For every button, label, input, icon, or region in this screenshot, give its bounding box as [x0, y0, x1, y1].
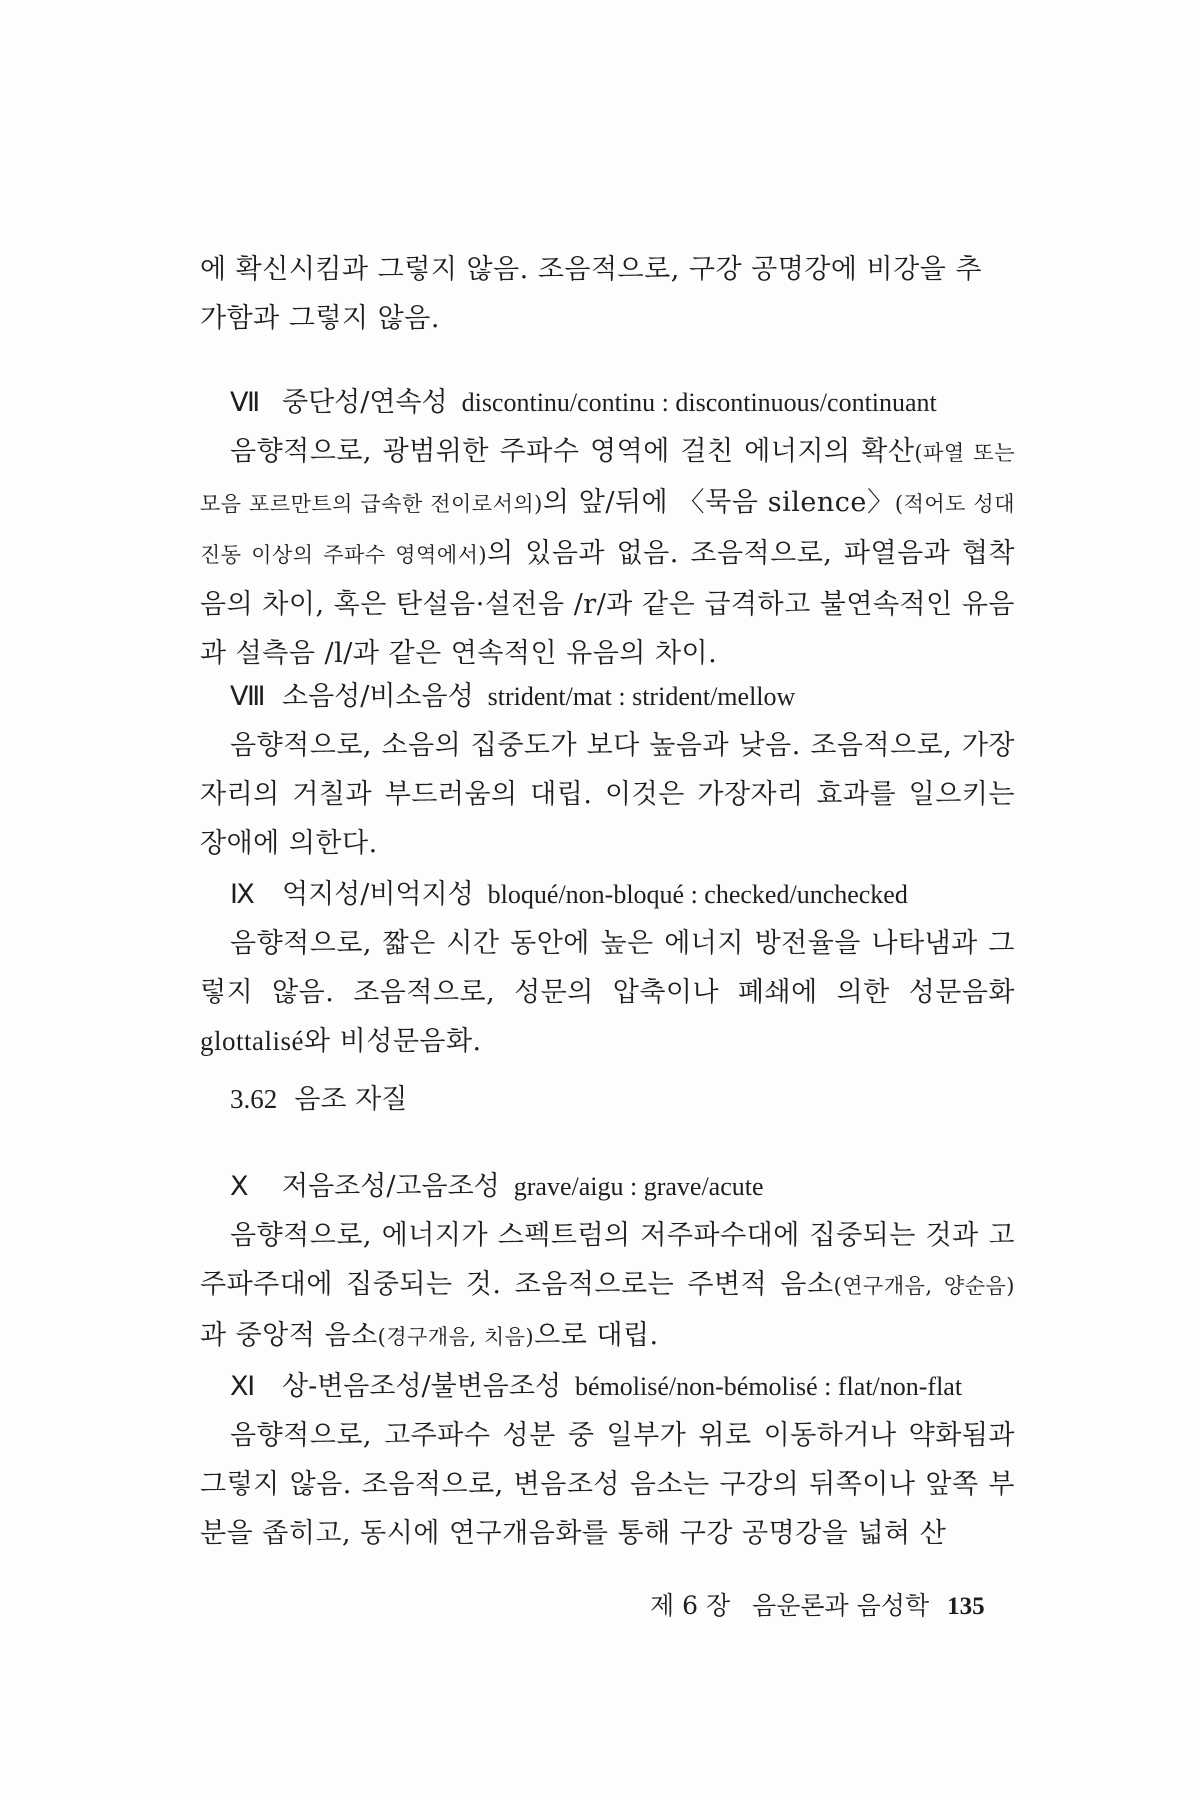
section-vii-body — [200, 427, 1015, 678]
continuation-line-2: 가함과 그렇지 않음. — [200, 303, 440, 334]
section-vii-body-b: (파열 또는 모음 포르만트의 급속한 전이로서의) — [200, 441, 1015, 516]
subsection-3-62 — [200, 1075, 1015, 1124]
section-ix-title-ko: 억지성/비억지성 — [282, 879, 474, 910]
section-xi — [200, 1362, 1015, 1558]
section-xi-title-terms: bémolisé/non-bémolisé : flat/non-flat — [575, 1372, 963, 1401]
section-vii-numeral: Ⅶ — [230, 387, 261, 417]
section-vii — [200, 378, 1015, 678]
section-vii-body-a: 음향적으로, 광범위한 주파수 영역에 걸친 에너지의 확산 — [230, 436, 915, 467]
section-x-body — [200, 1211, 1015, 1362]
section-xi-numeral: Ⅺ — [230, 1371, 256, 1401]
footer-chapter: 제 6 장 — [650, 1591, 731, 1620]
section-ix-body-b: 와 비성문음화. — [303, 1026, 482, 1057]
section-vii-title-ko: 중단성/연속성 — [282, 387, 448, 418]
section-ix-body-a: 음향적으로, 짧은 시간 동안에 높은 에너지 방전율을 나타냄과 그렇지 않음. 조음적으로, 성문의 압축이나 폐쇄에 의한 성문음화 — [200, 928, 1015, 1008]
continuation-line-1: 에 확신시킴과 그렇지 않음. 조음적으로, 구강 공명강에 비강을 추 — [200, 254, 982, 285]
section-x-body-b: (연구개음, 양순음) — [833, 1274, 1015, 1298]
section-xi-title-ko: 상-변음조성/불변음조성 — [282, 1371, 562, 1402]
page-footer — [650, 1586, 985, 1622]
section-viii-title-ko: 소음성/비소음성 — [282, 681, 474, 712]
footer-title: 음운론과 음성학 — [752, 1591, 930, 1620]
subsection-number: 3.62 — [230, 1084, 278, 1114]
section-viii-heading — [200, 672, 1015, 721]
section-viii-numeral: Ⅷ — [230, 681, 266, 711]
section-ix-heading — [200, 870, 1015, 919]
section-ix-numeral: Ⅸ — [230, 879, 255, 909]
section-ix — [200, 870, 1015, 1066]
section-xi-heading — [200, 1362, 1015, 1411]
section-x-body-c: 과 중앙적 음소 — [200, 1320, 378, 1351]
section-viii-body: 음향적으로, 소음의 집중도가 보다 높음과 낮음. 조음적으로, 가장자리의 거칠과 부드러움의 대립. 이것은 가장자리 효과를 일으키는 장애에 의한다. — [200, 730, 1015, 859]
section-xi-body: 음향적으로, 고주파수 성분 중 일부가 위로 이동하거나 약화됨과 그렇지 않음. 조음적으로, 변음조성 음소는 구강의 뒤쪽이나 앞쪽 부분을 좁히고, 동시에 연구개음화를 통해 구강 공명강을 넓혀 산 — [200, 1420, 1015, 1549]
section-x-body-e: 으로 대립. — [534, 1320, 659, 1351]
section-viii — [200, 672, 1015, 868]
section-x-body-a: 음향적으로, 에너지가 스펙트럼의 저주파수대에 집중되는 것과 고주파주대에 집중되는 것. 조음적으로는 주변적 음소 — [200, 1220, 1015, 1300]
section-ix-body-latin: glottalisé — [200, 1026, 304, 1056]
section-vii-body-d: (적어도 성대 진동 이상의 주파수 영역에서) — [200, 492, 1015, 567]
section-vii-heading — [200, 378, 1015, 427]
section-vii-title-terms: discontinu/continu : discontinuous/continuant — [461, 388, 937, 417]
section-x-body-d: (경구개음, 치음) — [377, 1325, 535, 1349]
section-viii-title-terms: strident/mat : strident/mellow — [487, 682, 796, 711]
subsection-heading — [200, 1075, 1015, 1124]
section-x-numeral: Ⅹ — [230, 1171, 249, 1201]
section-ix-title-terms: bloqué/non-bloqué : checked/unchecked — [487, 880, 908, 909]
section-ix-body — [200, 919, 1015, 1066]
section-x — [200, 1162, 1015, 1362]
continuation-paragraph — [200, 245, 1015, 343]
page-number: 135 — [947, 1593, 985, 1620]
subsection-title: 음조 자질 — [294, 1084, 408, 1115]
section-vii-body-c: 의 앞/뒤에 〈묵음 silence〉 — [542, 487, 895, 518]
section-x-title-ko: 저음조성/고음조성 — [282, 1171, 500, 1202]
section-x-heading — [200, 1162, 1015, 1211]
section-vii-body-e: 의 있음과 없음. 조음적으로, 파열음과 협착음의 차이, 혹은 탄설음·설전음 /r/과 같은 급격하고 불연속적인 유음과 설측음 /l/과 같은 연속적인 유음의 차이. — [200, 538, 1015, 669]
section-x-title-terms: grave/aigu : grave/acute — [513, 1172, 764, 1201]
